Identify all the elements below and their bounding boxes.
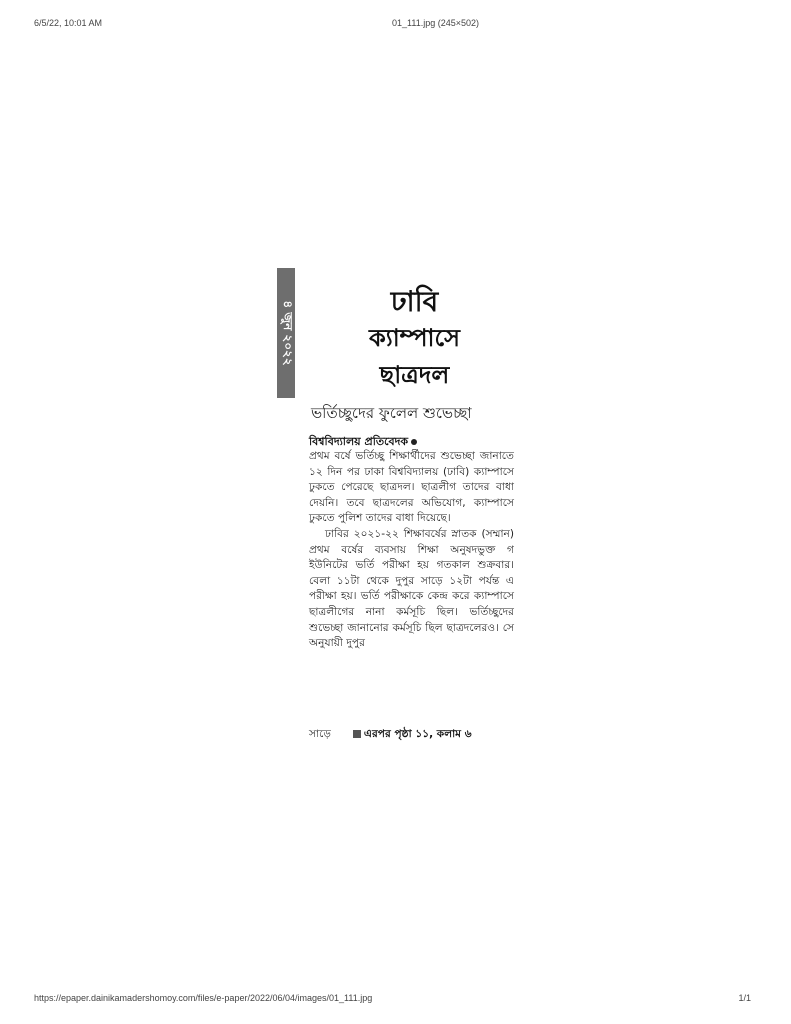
date-strip-text: ৪ জুন ২০২২	[281, 300, 295, 366]
byline-text: বিশ্ববিদ্যালয় প্রতিবেদক	[309, 435, 409, 448]
subheadline: ভর্তিচ্ছুদের ফুলেল শুভেচ্ছা	[311, 404, 472, 422]
continuation-line	[309, 727, 514, 744]
article-paragraph: প্রথম বর্ষে ভর্তিচ্ছু শিক্ষার্থীদের শুভেচ্ছা জানাতে ১২ দিন পর ঢাকা বিশ্ববিদ্যালয় (ঢাবি) ক্যাম্পাসে ঢুকতে পেরেছে ছাত্রদল। ছাত্রলীগ তাদের বাধা দেয়নি। তবে ছাত্রদলের অভিযোগ, ক্যাম্পাসে ঢুকতে পুলিশ তাদের বাধা দিয়েছে।	[309, 450, 514, 525]
bullet-icon	[411, 439, 417, 445]
newspaper-clipping	[277, 268, 522, 748]
continuation-text: এরপর পৃষ্ঠা ১১, কলাম ৬	[363, 728, 472, 740]
last-word: সাড়ে	[309, 728, 331, 740]
square-bullet-icon	[353, 730, 361, 738]
article-paragraph: ঢাবির ২০২১-২২ শিক্ষাবর্ষের স্নাতক (সম্মান) প্রথম বর্ষের ব্যবসায় শিক্ষা অনুষদভুক্ত গ ইউনিটের ভর্তি পরীক্ষা হয় গতকাল শুক্রবার। বেলা ১১টা থেকে দুপুর সাড়ে ১২টা পর্যন্ত এ পরীক্ষা হয়। ভর্তি পরীক্ষাকে কেন্দ্র করে ক্যাম্পাসে ছাত্রলীগের নানা কর্মসূচি ছিল। ভর্তিচ্ছুদের শুভেচ্ছা জানানোর কর্মসূচি ছিল ছাত্রদলেরও। সে অনুযায়ী দুপুর	[309, 527, 514, 650]
print-url: https://epaper.dainikamadershomoy.com/files/e-paper/2022/06/04/images/01_111.jpg	[34, 993, 373, 1003]
headline-line-3: ছাত্রদল	[379, 361, 450, 389]
print-datetime: 6/5/22, 10:01 AM	[34, 18, 103, 28]
headline-line-2: ক্যাম্পাসে	[369, 324, 460, 352]
print-page-number: 1/1	[738, 993, 751, 1003]
headline-line-1: ঢাবি	[390, 285, 439, 318]
article-body	[309, 449, 514, 652]
print-page-title: 01_111.jpg (245×502)	[392, 18, 479, 28]
date-strip	[277, 268, 295, 398]
